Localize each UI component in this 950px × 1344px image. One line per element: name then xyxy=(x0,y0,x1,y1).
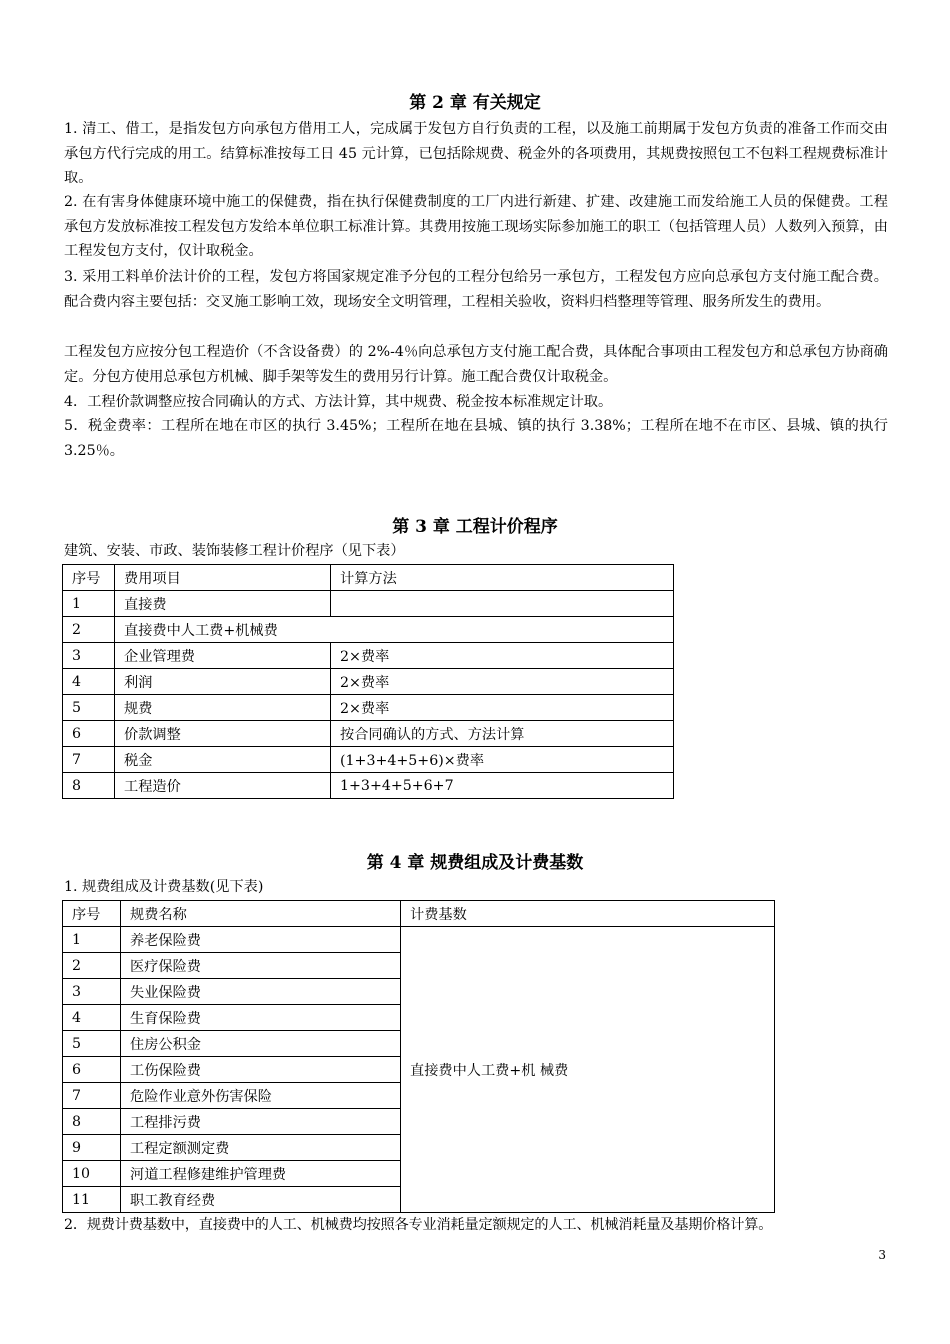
header-cell: 序号 xyxy=(63,565,115,591)
table-cell: 4 xyxy=(63,1005,121,1031)
table-cell: 3 xyxy=(63,643,115,669)
header-cell: 规费名称 xyxy=(121,901,401,927)
table-header-row xyxy=(63,901,775,927)
table-cell: 养老保险费 xyxy=(121,927,401,953)
table-row xyxy=(63,927,775,953)
chapter-2-title: 第 2 章 有关规定 xyxy=(409,93,541,113)
ch2-paragraph-4: 工程发包方应按分包工程造价（不含设备费）的 2%-4％向总承包方支付施工配合费，具体配合事项由工程发包方和总承包方协商确定。分包方使用总承包方机械、脚手架等发生的费用另行计算。施工配合费仅计取税金。 xyxy=(64,344,888,385)
table-cell: 7 xyxy=(63,747,115,773)
table-cell: 住房公积金 xyxy=(121,1031,401,1057)
ch2-paragraph-3: 3. 采用工料单价法计价的工程，发包方将国家规定准予分包的工程分包给另一承包方，工程发包方应向总承包方支付施工配合费。配合费内容主要包括：交叉施工影响工效，现场安全文明管理，工程相关验收，资料归档整理等管理、服务所发生的费用。 xyxy=(64,269,888,310)
table-cell: 工程排污费 xyxy=(121,1109,401,1135)
table-cell: 1 xyxy=(63,591,115,617)
table-row xyxy=(63,591,674,617)
ch2-paragraph-2: 2. 在有害身体健康环境中施工的保健费，指在执行保健费制度的工厂内进行新建、扩建、改建施工而发给施工人员的保健费。工程承包方发放标准按工程发包方发给本单位职工标准计算。其费用按施工现场实际参加施工的职工（包括管理人员）人数列入预算，由工程发包方支付，仅计取税金。 xyxy=(64,194,888,260)
table-cell: 税金 xyxy=(115,747,331,773)
table-cell: 危险作业意外伤害保险 xyxy=(121,1083,401,1109)
table-cell: 河道工程修建维护管理费 xyxy=(121,1161,401,1187)
header-cell: 计费基数 xyxy=(401,901,775,927)
table-cell: 5 xyxy=(63,695,115,721)
table-cell: (1+3+4+5+6)×费率 xyxy=(331,747,674,773)
table-cell: 工程造价 xyxy=(115,773,331,799)
table-cell: 4 xyxy=(63,669,115,695)
table-row xyxy=(63,721,674,747)
table-cell: 1 xyxy=(63,927,121,953)
chapter-4-title: 第 4 章 规费组成及计费基数 xyxy=(366,853,584,873)
table-cell: 7 xyxy=(63,1083,121,1109)
table-cell: 2×费率 xyxy=(331,643,674,669)
table-cell: 3 xyxy=(63,979,121,1005)
table-cell: 失业保险费 xyxy=(121,979,401,1005)
ch3-table-caption: 建筑、安装、市政、装饰装修工程计价程序（见下表） xyxy=(64,543,405,559)
table-cell: 企业管理费 xyxy=(115,643,331,669)
table-cell: 利润 xyxy=(115,669,331,695)
table-cell: 2 xyxy=(63,617,115,643)
table-cell: 职工教育经费 xyxy=(121,1187,401,1213)
fee-basis-cell: 直接费中人工费+机 械费 xyxy=(401,927,775,1213)
table-cell: 9 xyxy=(63,1135,121,1161)
ch4-table-caption: 1. 规费组成及计费基数(见下表) xyxy=(64,879,264,895)
table-cell: 11 xyxy=(63,1187,121,1213)
table-cell: 按合同确认的方式、方法计算 xyxy=(331,721,674,747)
table-cell: 价款调整 xyxy=(115,721,331,747)
table-cell: 8 xyxy=(63,1109,121,1135)
table-cell: 医疗保险费 xyxy=(121,953,401,979)
table-cell: 6 xyxy=(63,1057,121,1083)
header-cell: 计算方法 xyxy=(331,565,674,591)
table-cell: 10 xyxy=(63,1161,121,1187)
table-row xyxy=(63,695,674,721)
table-cell: 2×费率 xyxy=(331,695,674,721)
page-number: 3 xyxy=(878,1248,886,1262)
table-cell xyxy=(331,591,674,617)
table-cell: 规费 xyxy=(115,695,331,721)
ch2-paragraph-5: 4．工程价款调整应按合同确认的方式、方法计算，其中规费、税金按本标准规定计取。 xyxy=(64,394,613,410)
table-row xyxy=(63,773,674,799)
pricing-procedure-table xyxy=(62,564,674,799)
table-row xyxy=(63,669,674,695)
table-cell: 工程定额测定费 xyxy=(121,1135,401,1161)
table-cell: 5 xyxy=(63,1031,121,1057)
table-cell: 直接费中人工费+机械费 xyxy=(115,617,674,643)
table-cell: 8 xyxy=(63,773,115,799)
table-cell: 6 xyxy=(63,721,115,747)
header-cell: 序号 xyxy=(63,901,121,927)
chapter-3-title: 第 3 章 工程计价程序 xyxy=(392,517,558,537)
table-cell: 生育保险费 xyxy=(121,1005,401,1031)
ch2-paragraph-1: 1. 清工、借工，是指发包方向承包方借用工人，完成属于发包方自行负责的工程，以及施工前期属于发包方负责的准备工作而交由承包方代行完成的用工。结算标准按每工日 45 元计算，已包括除规费、税金外的各项费用，其规费按照包工不包料工程规费标准计取。 xyxy=(64,121,888,187)
table-cell: 工伤保险费 xyxy=(121,1057,401,1083)
table-cell: 2×费率 xyxy=(331,669,674,695)
table-header-row xyxy=(63,565,674,591)
table-cell: 1+3+4+5+6+7 xyxy=(331,773,674,799)
table-row xyxy=(63,617,674,643)
header-cell: 费用项目 xyxy=(115,565,331,591)
table-row xyxy=(63,747,674,773)
table-cell: 2 xyxy=(63,953,121,979)
ch2-paragraph-6: 5．税金费率：工程所在地在市区的执行 3.45%；工程所在地在县城、镇的执行 3.38%；工程所在地不在市区、县城、镇的执行 3.25％。 xyxy=(64,418,888,459)
table-row xyxy=(63,643,674,669)
ch4-note: 2．规费计费基数中，直接费中的人工、机械费均按照各专业消耗量定额规定的人工、机械消耗量及基期价格计算。 xyxy=(64,1217,773,1233)
table-cell: 直接费 xyxy=(115,591,331,617)
fee-composition-table xyxy=(62,900,775,1213)
